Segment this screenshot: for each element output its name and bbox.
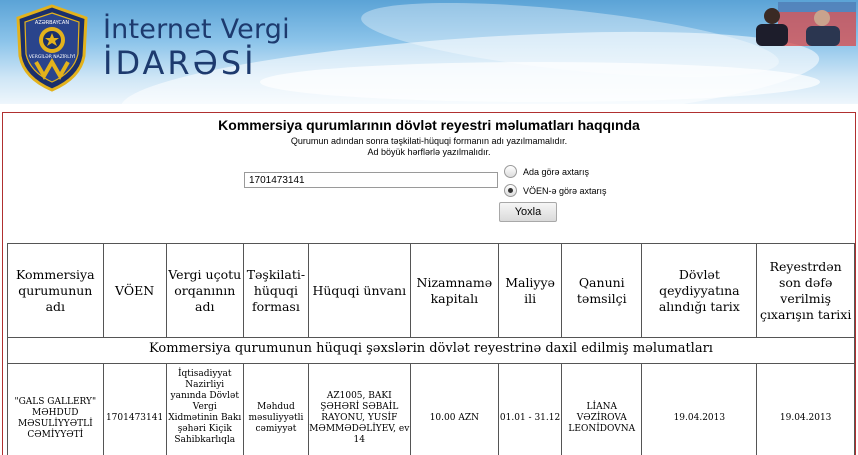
tax-ministry-emblem-icon xyxy=(14,4,90,92)
cell-voen: 1701473141 xyxy=(103,364,166,455)
column-header: Vergi uçotu orqanının adı xyxy=(166,244,243,338)
column-header: Nizamnamə kapitalı xyxy=(410,244,498,338)
check-button[interactable]: Yoxla xyxy=(499,202,557,222)
table-header-row xyxy=(8,244,855,338)
search-hint-line2: Ad böyük hərflərlə yazılmalıdır. xyxy=(367,147,491,157)
cell-company-name: "GALS GALLERY" MƏHDUD MƏSULİYYƏTLİ CƏMİYYƏTİ xyxy=(8,364,104,455)
column-header: Təşkilati-hüquqi forması xyxy=(243,244,308,338)
content-frame xyxy=(2,112,856,455)
column-header: Kommersiya qurumunun adı xyxy=(8,244,104,338)
table-row xyxy=(8,364,855,455)
column-header: Hüquqi ünvanı xyxy=(308,244,410,338)
cell-last-extract-date: 19.04.2013 xyxy=(757,364,855,455)
cell-registration-date: 19.04.2013 xyxy=(642,364,757,455)
cell-tax-office: İqtisadiyyat Nazirliyi yanında Dövlət Vergi Xidmətinin Bakı şəhəri Kiçik Sahibkarlıqla xyxy=(166,364,243,455)
column-header: Qanuni təmsilçi xyxy=(562,244,642,338)
radio-button[interactable] xyxy=(504,165,517,178)
search-hint-line1: Qurumun adından sonra təşkilati-hüquqi formanın adı yazılmamalıdır. xyxy=(290,136,568,146)
svg-text:VERGİLƏR NAZİRLİYİ: VERGİLƏR NAZİRLİYİ xyxy=(28,55,76,60)
cell-legal-representative: LİANA VƏZİROVA LEONİDOVNA xyxy=(562,364,642,455)
column-header: Maliyyə ili xyxy=(499,244,562,338)
cell-charter-capital: 10.00 AZN xyxy=(410,364,498,455)
radio-search-by-name-label: Ada görə axtarış xyxy=(523,166,590,177)
cell-legal-form: Məhdud məsuliyyətli cəmiyyət xyxy=(243,364,308,455)
page-title: Kommersiya qurumlarının dövlət reyestri məlumatları haqqında xyxy=(218,117,640,133)
search-input[interactable] xyxy=(244,172,498,188)
radio-search-by-voen-label: VÖEN-ə görə axtarış xyxy=(523,185,607,196)
banner-wave xyxy=(260,62,820,102)
column-header: VÖEN xyxy=(103,244,166,338)
header-banner xyxy=(0,0,858,104)
radio-button-selected[interactable] xyxy=(504,184,517,197)
cell-legal-address: AZ1005, BAKI ŞƏHƏRİ SƏBAİL RAYONU, YUSİF MƏMMƏDƏLİYEV, ev 14 xyxy=(308,364,410,455)
brand-title-line2: İDARƏSİ xyxy=(103,44,257,82)
column-header: Dövlət qeydiyyatına alındığı tarix xyxy=(642,244,757,338)
radio-search-by-name[interactable] xyxy=(504,165,589,178)
cell-fiscal-year: 01.01 - 31.12 xyxy=(499,364,562,455)
brand-title-line1: İnternet Vergi xyxy=(103,14,290,45)
column-header: Reyestrdən son dəfə verilmiş çıxarışın tarixi xyxy=(757,244,855,338)
results-table xyxy=(7,243,855,455)
leaders-portrait-image xyxy=(738,2,856,46)
table-caption: Kommersiya qurumunun hüquqi şəxslərin dövlət reyestrinə daxil edilmiş məlumatları xyxy=(8,338,855,364)
radio-search-by-voen[interactable] xyxy=(504,184,607,197)
svg-text:AZƏRBAYCAN: AZƏRBAYCAN xyxy=(34,20,70,26)
